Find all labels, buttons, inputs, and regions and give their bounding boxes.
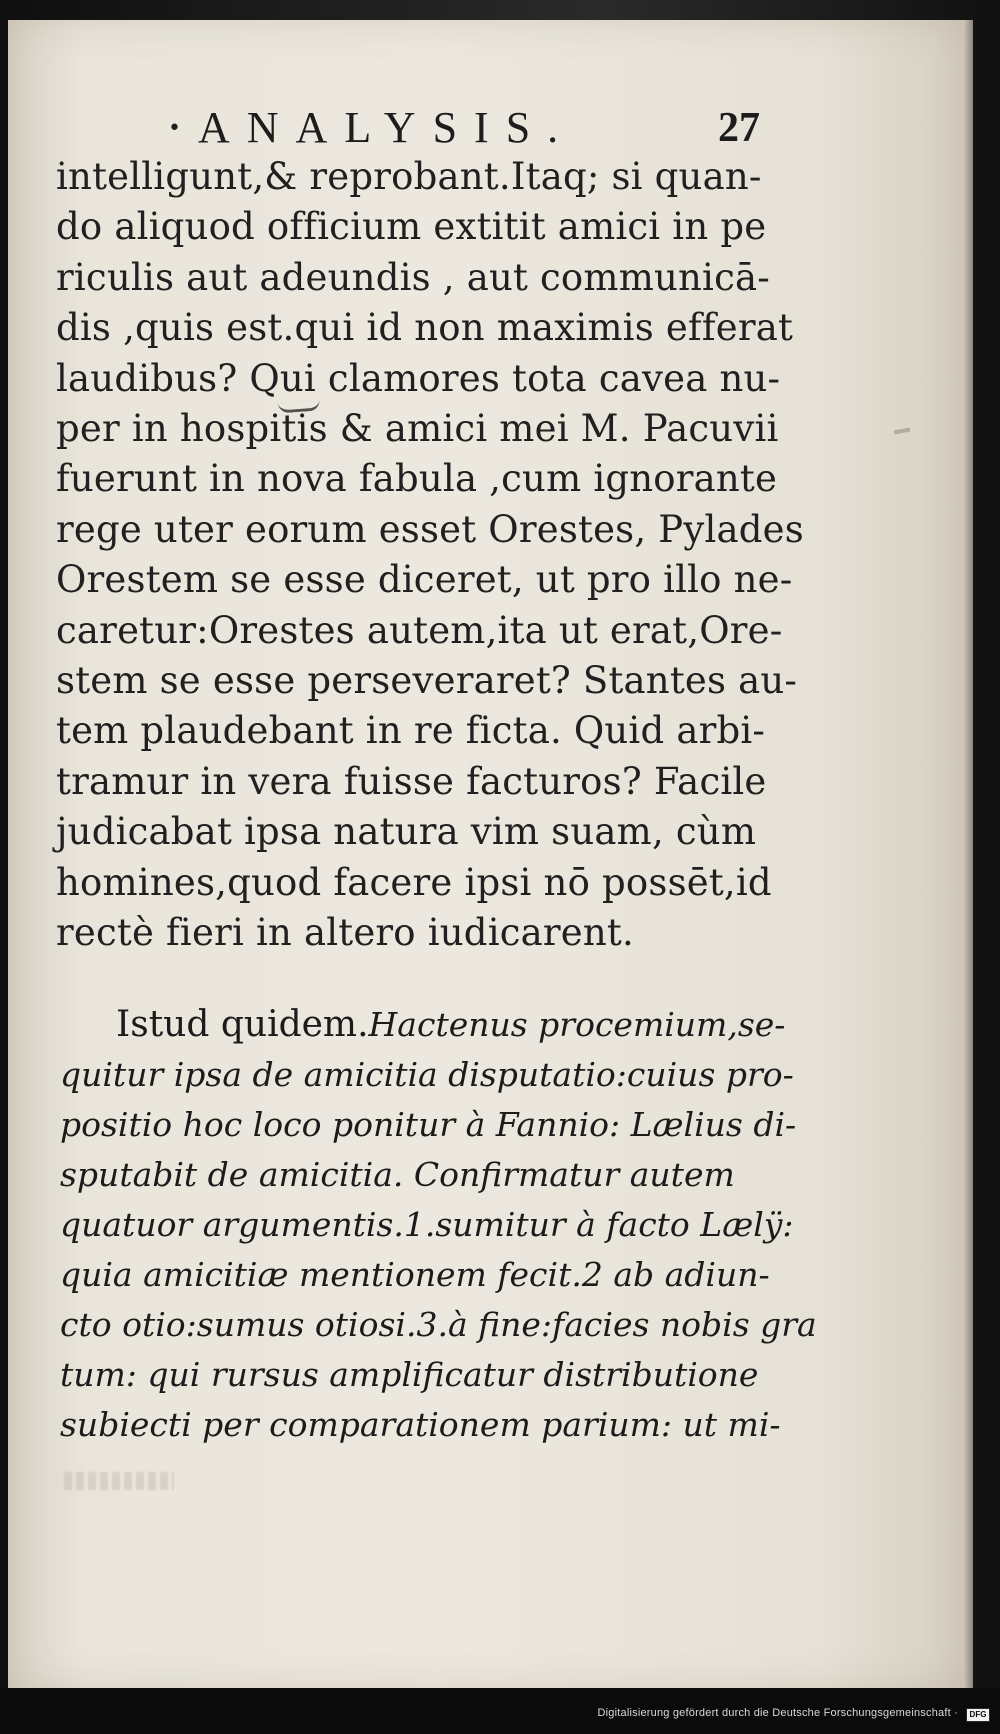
body-line: Orestem se esse diceret, ut pro illo ne-: [56, 558, 793, 602]
analysis-commentary: [60, 1000, 817, 1450]
running-head: ANALYSIS.: [198, 103, 576, 152]
analysis-line: positio hoc loco ponitur à Fannio: Lælius di-: [60, 1105, 797, 1144]
analysis-roman-lead: Istud quidem.: [116, 1004, 369, 1045]
analysis-line: cto otio:sumus otiosi.3.à fine:facies nobis gra: [60, 1305, 817, 1344]
body-line: dis ,quis est.qui id non maximis efferat: [56, 306, 794, 350]
analysis-line: subiecti per comparationem parium: ut mi-: [60, 1405, 781, 1444]
analysis-italic-lead: Hactenus procemium,se-: [368, 1005, 786, 1044]
book-page: [8, 20, 965, 1690]
margin-mark: [894, 428, 910, 435]
ink-bleed-through: [64, 1472, 174, 1490]
body-line: rectè fieri in altero iudicarent.: [56, 911, 634, 955]
body-line: caretur:Orestes autem,ita ut erat,Ore-: [56, 608, 783, 652]
body-line: tem plaudebant in re ficta. Quid arbi-: [56, 709, 766, 753]
analysis-line: sputabit de amicitia. Confirmatur autem: [60, 1155, 735, 1194]
body-line: per in hospitis & amici mei M. Pacuvii: [56, 407, 779, 451]
body-line: stem se esse perseveraret? Stantes au-: [56, 659, 798, 703]
page-number: 27: [718, 105, 760, 151]
dfg-logo-icon: DFG: [966, 1708, 990, 1722]
analysis-line: tum: qui rursus amplificatur distributione: [60, 1355, 759, 1394]
body-line: do aliquod officium extitit amici in pe: [56, 205, 767, 249]
body-line: homines,quod facere ipsi nō possēt,id: [56, 860, 772, 904]
body-line: intelligunt,& reprobant.Itaq; si quan-: [56, 155, 762, 198]
funding-credit: Digitalisierung gefördert durch die Deutsche Forschungsgemeinschaft ·: [597, 1707, 958, 1719]
analysis-line: quitur ipsa de amicitia disputatio:cuius pro-: [60, 1055, 794, 1094]
body-line: tramur in vera fuisse facturos? Facile: [56, 759, 767, 803]
analysis-line: quia amicitiæ mentionem fecit.2 ab adiun-: [60, 1255, 770, 1294]
body-line: laudibus? Qui clamores tota cavea nu-: [56, 356, 781, 400]
digitization-footer: [0, 1688, 1000, 1734]
body-line: rege uter eorum esset Orestes, Pylades: [56, 507, 804, 551]
analysis-first-line: [60, 1000, 786, 1050]
body-text: [56, 152, 804, 959]
analysis-line: quatuor argumentis.1.sumitur à facto Lælÿ:: [60, 1205, 794, 1244]
body-line: fuerunt in nova fabula ,cum ignorante: [56, 457, 778, 501]
body-line: judicabat ipsa natura vim suam, cùm: [56, 810, 757, 854]
running-head-dot: •: [168, 116, 181, 141]
body-line: riculis aut adeundis , aut communicā-: [56, 255, 770, 299]
